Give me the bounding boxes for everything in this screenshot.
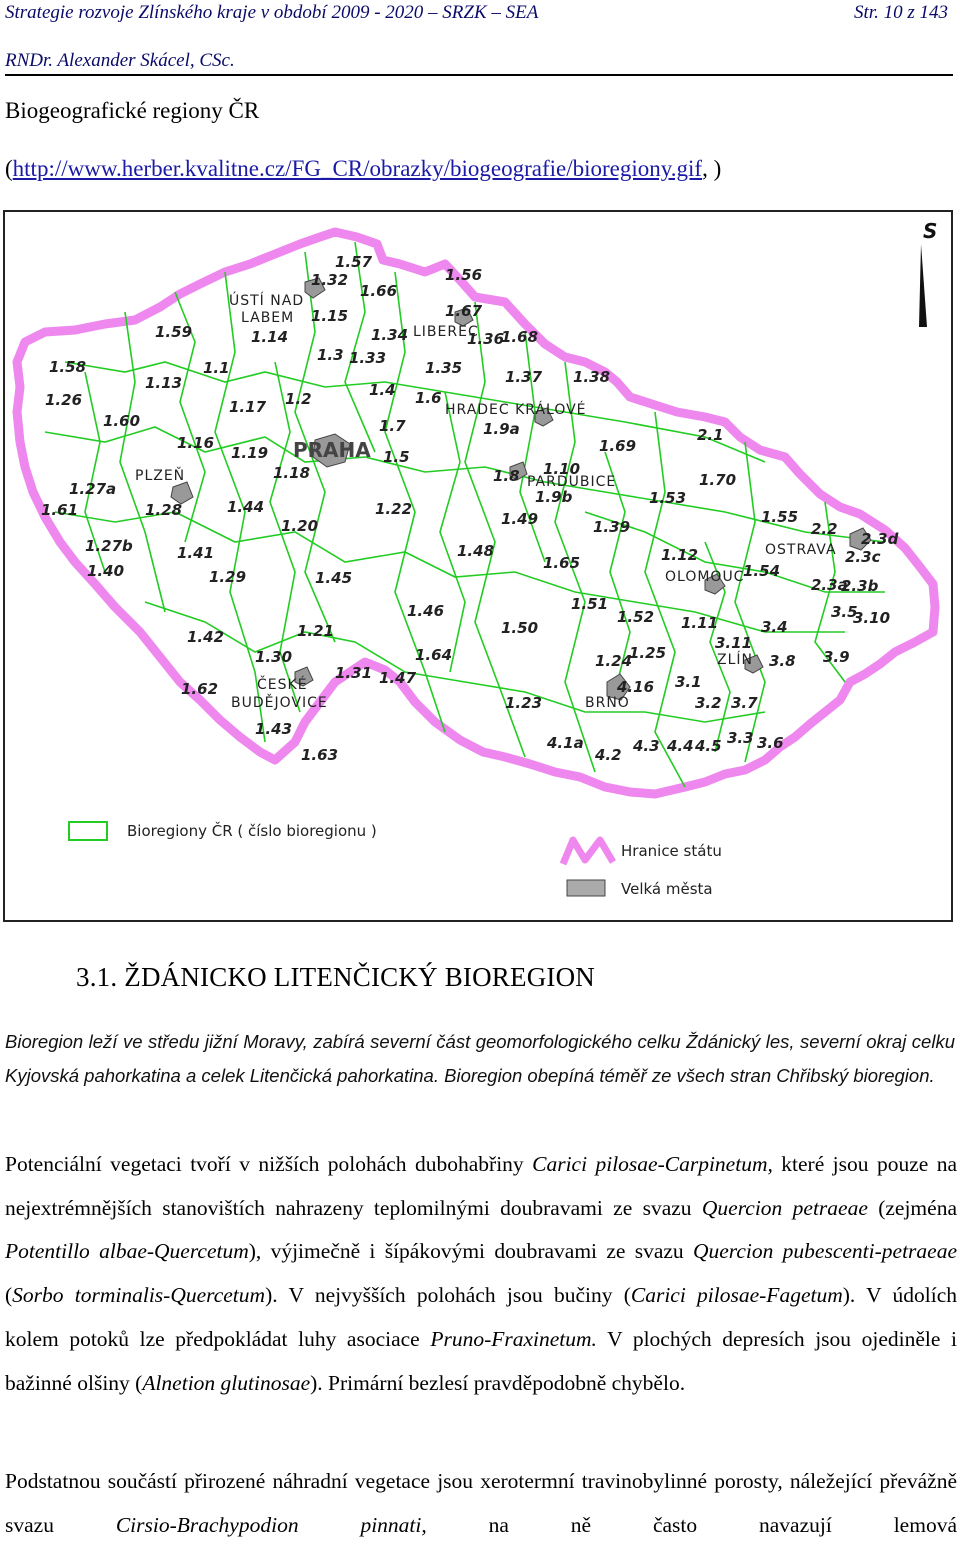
city-label-zlin: ZLÍN — [717, 652, 753, 668]
para2-run: Podstatnou součástí přirozené náhradní vegetace jsou xerotermní travinobylinné porosty, náležející převážně svazu — [5, 1469, 957, 1537]
region-label: 2.3a — [811, 576, 848, 594]
region-label: 1.24 — [595, 652, 633, 670]
para1-run: (zejména — [867, 1195, 957, 1220]
city-label-liberec: LIBEREC — [413, 324, 479, 340]
region-label: 1.44 — [227, 498, 265, 516]
para1-run: Pruno-Fraxinetum. — [430, 1326, 597, 1351]
region-label: 4.4 — [667, 737, 694, 755]
region-label: 1.54 — [743, 562, 781, 580]
region-label: 1.7 — [379, 417, 406, 435]
region-label: 1.32 — [311, 271, 349, 289]
para1-run: V plochých depresích jsou ojediněle i bažinné olšiny ( — [5, 1326, 957, 1395]
region-label: 1.16 — [177, 434, 215, 452]
para1-run: které jsou pouze na nejextrémnějších stanovištích nahrazeny teplomilnými doubravami ze svazu — [5, 1152, 958, 1220]
north-arrow-shaft — [919, 244, 927, 327]
region-label: 1.21 — [297, 622, 335, 640]
region-label: 3.11 — [715, 634, 753, 652]
region-label: 1.37 — [505, 368, 543, 386]
region-label: 1.45 — [315, 569, 353, 587]
region-label: 1.51 — [571, 595, 609, 613]
header-author: RNDr. Alexander Skácel, CSc. — [5, 50, 235, 71]
region-label: 1.23 — [505, 694, 543, 712]
section-title: 3.1. ŽDÁNICKO LITENČICKÝ BIOREGION — [76, 962, 595, 992]
region-label: 1.15 — [311, 307, 349, 325]
north-label: S — [923, 219, 938, 243]
city-label-olomouc: OLOMOUC — [665, 569, 745, 585]
source-link[interactable]: http://www.herber.kvalitne.cz/FG_CR/obrazky/biogeografie/bioregiony.gif — [12, 156, 703, 181]
para1-run: ). Primární bezlesí pravděpodobně chybělo. — [310, 1370, 686, 1395]
legend-city-label: Velká města — [621, 880, 713, 898]
region-label: 1.19 — [231, 444, 269, 462]
region-label: 1.1 — [203, 359, 230, 377]
region-label: 3.5 — [831, 603, 858, 621]
region-label: 1.31 — [335, 664, 373, 682]
region-label: 1.33 — [349, 349, 387, 367]
region-label: 1.17 — [229, 398, 267, 416]
region-label: 1.47 — [379, 669, 417, 687]
region-label: 1.14 — [251, 328, 289, 346]
region-label: 1.43 — [255, 720, 293, 738]
region-label: 1.9b — [535, 488, 573, 506]
region-label: 1.60 — [103, 412, 141, 430]
city-label-praha: PRAHA — [293, 438, 371, 462]
region-label: 1.66 — [360, 282, 398, 300]
region-label: 1.6 — [415, 389, 442, 407]
region-label: 1.49 — [501, 510, 539, 528]
region-label: 1.68 — [501, 328, 539, 346]
region-label: 1.61 — [41, 501, 79, 519]
city-label-cb-2: BUDĚJOVICE — [231, 695, 328, 711]
region-label: 1.2 — [285, 390, 312, 408]
region-label: 2.1 — [697, 426, 724, 444]
para1-run: ). V nejvyšších polohách jsou bučiny ( — [265, 1283, 631, 1308]
para1-run: Quercion petraeae — [701, 1195, 868, 1220]
north-arrow — [919, 219, 937, 327]
source-open: ( — [5, 156, 13, 181]
para1-run: ), výjimečně i šípákovými doubravami ze svazu — [248, 1239, 693, 1264]
region-label: 1.26 — [45, 391, 83, 409]
region-label: 1.69 — [599, 437, 637, 455]
region-label: 4.2 — [595, 746, 622, 764]
figure-caption: Biogeografické regiony ČR — [5, 98, 260, 123]
region-label: 2.2 — [811, 520, 838, 538]
region-label: 3.6 — [757, 734, 784, 752]
region-label: 4.3 — [633, 737, 660, 755]
region-label: 1.63 — [301, 746, 339, 764]
para1-run: Potenciální vegetaci tvoří v nižších polohách dubohabřiny — [5, 1152, 533, 1176]
region-label: 1.55 — [761, 508, 799, 526]
region-label: 1.65 — [543, 554, 581, 572]
city-label-pardubice: PARDUBICE — [527, 474, 617, 490]
region-label: 1.35 — [425, 359, 463, 377]
region-label: 1.64 — [415, 646, 453, 664]
region-labels — [41, 253, 899, 764]
region-label: 2.3b — [841, 577, 879, 595]
region-label: 1.29 — [209, 568, 247, 586]
city-label-ostrava: OSTRAVA — [765, 542, 837, 558]
city-label-usti-2: LABEM — [241, 310, 295, 326]
legend-bioregion-label: Bioregiony ČR ( číslo bioregionu ) — [127, 822, 377, 840]
region-label: 1.34 — [371, 326, 409, 344]
region-label: 1.18 — [273, 464, 311, 482]
region-label: 1.46 — [407, 602, 445, 620]
map-legend — [69, 821, 722, 898]
region-label: 1.59 — [155, 323, 193, 341]
region-label: 1.13 — [145, 374, 183, 392]
region-label: 1.57 — [335, 253, 373, 271]
region-label: 1.50 — [501, 619, 539, 637]
region-label: 1.56 — [445, 266, 483, 284]
region-label: 1.3 — [317, 346, 344, 364]
region-label: 1.12 — [661, 546, 699, 564]
section-intro: Bioregion leží ve středu jižní Moravy, zabírá severní část geomorfologického celku Ždánický les, severní okraj celku Kyjovská pahorkatina a celek Litenčická pahorkatina. Bioregion obepíná téměř ze všech stran Chřibský bioregion. — [5, 1031, 955, 1086]
header-divider — [5, 74, 953, 76]
region-label: 3.10 — [853, 609, 891, 627]
region-label: 3.8 — [769, 652, 796, 670]
region-label: 3.3 — [727, 729, 754, 747]
region-label: 1.36 — [467, 330, 505, 348]
region-label: 2.3d — [861, 530, 899, 548]
city-label-hradec: HRADEC KRÁLOVÉ — [445, 402, 587, 418]
source-close: , ) — [702, 156, 722, 181]
region-label: 1.62 — [181, 680, 219, 698]
region-label: 1.67 — [445, 302, 483, 320]
region-label: 3.2 — [695, 694, 722, 712]
region-label: 1.9a — [483, 420, 520, 438]
city-label-plzen: PLZEŇ — [135, 468, 186, 484]
region-label: 4.16 — [617, 678, 655, 696]
para1-run: Sorbo torminalis-Quercetum — [12, 1283, 266, 1308]
legend-city-swatch — [567, 880, 605, 896]
region-label: 1.8 — [493, 467, 520, 485]
para1-run: ( — [5, 1283, 13, 1308]
region-label: 1.58 — [49, 358, 87, 376]
para1-run: Potentillo albae-Quercetum — [5, 1239, 249, 1264]
legend-border-swatch — [563, 840, 613, 864]
para1-run: Alnetion glutinosae — [142, 1370, 311, 1395]
region-label: 1.42 — [187, 628, 225, 646]
city-label-brno: BRNO — [585, 695, 630, 711]
paragraph-replacement-vegetation — [5, 1460, 957, 1547]
region-label: 3.9 — [823, 648, 850, 666]
region-label: 3.4 — [761, 618, 788, 636]
region-label: 1.10 — [543, 460, 581, 478]
city-label-usti: ÚSTÍ NAD — [229, 293, 305, 309]
region-label: 4.1a — [547, 734, 584, 752]
region-label: 1.48 — [457, 542, 495, 560]
region-label: 3.1 — [675, 673, 702, 691]
region-label: 1.4 — [369, 381, 396, 399]
legend-bioregion-swatch — [69, 822, 107, 840]
region-label: 1.25 — [629, 644, 667, 662]
para1-run: Quercion pubescenti-petraeae — [692, 1239, 957, 1264]
region-label: 1.41 — [177, 544, 215, 562]
header-title: Strategie rozvoje Zlínského kraje v období 2009 - 2020 – SRZK – SEA — [5, 2, 539, 23]
region-label: 1.27a — [69, 480, 117, 498]
bioregion-map — [3, 210, 953, 922]
region-label: 1.53 — [649, 489, 687, 507]
para1-run: Carici pilosae-Carpinetum, — [532, 1152, 773, 1176]
region-label: 1.22 — [375, 500, 413, 518]
city-label-cb-1: ČESKÉ — [257, 677, 308, 693]
header-page-number: Str. 10 z 143 — [854, 2, 948, 23]
region-label: 1.52 — [617, 608, 655, 626]
region-label: 1.30 — [255, 648, 293, 666]
region-label: 1.28 — [145, 501, 183, 519]
para1-run: Carici pilosae-Fagetum — [630, 1283, 843, 1308]
region-label: 4.5 — [695, 737, 722, 755]
para1-run: ). V údolích kolem potoků lze předpokládat luhy asociace — [5, 1283, 957, 1351]
legend-border-label: Hranice státu — [621, 842, 722, 860]
region-label: 1.27b — [85, 537, 133, 555]
paragraph-vegetation — [5, 1143, 957, 1405]
para2-run: Cirsio-Brachypodion pinnati, — [115, 1512, 427, 1537]
figure-source — [5, 156, 721, 182]
region-label: 1.5 — [383, 448, 410, 466]
para2-run: na ně často navazují lemová — [426, 1512, 957, 1537]
region-label: 3.7 — [731, 694, 758, 712]
region-label: 1.39 — [593, 518, 631, 536]
region-label: 1.38 — [573, 368, 611, 386]
region-label: 1.11 — [681, 614, 719, 632]
region-label: 2.3c — [845, 548, 881, 566]
region-label: 1.40 — [87, 562, 125, 580]
region-label: 1.20 — [281, 517, 319, 535]
region-label: 1.70 — [699, 471, 737, 489]
map-canvas — [5, 212, 951, 920]
